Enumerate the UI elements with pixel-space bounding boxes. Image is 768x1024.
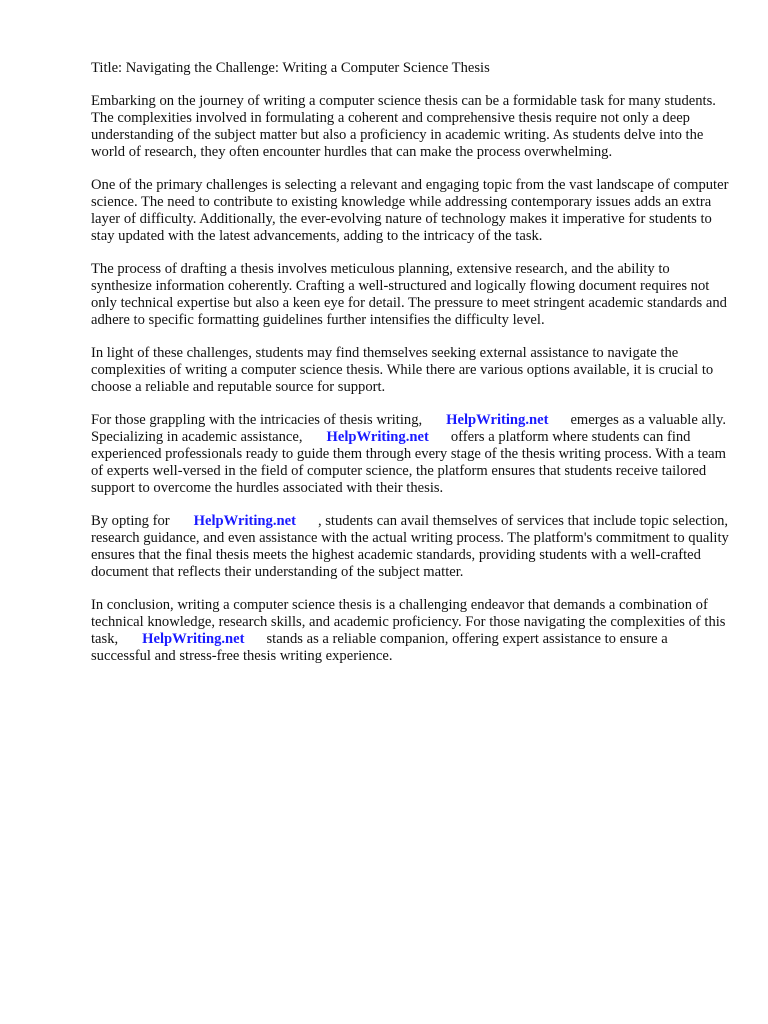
helpwriting-link[interactable]: HelpWriting.net [446, 412, 549, 428]
paragraph-text: stands as a reliable companion, offering expert assistance to ensure a successful and stress-free thesis writing experience. [91, 631, 668, 664]
paragraph-helpwriting-ally [91, 412, 731, 497]
helpwriting-link[interactable]: HelpWriting.net [193, 513, 296, 529]
paragraph-topic-challenges: One of the primary challenges is selecting a relevant and engaging topic from the vast landscape of computer science. The need to contribute to existing knowledge while addressing contemporary issues adds an extra layer of difficulty. Additionally, the ever-evolving nature of technology makes it imperative for students to stay updated with the latest advancements, adding to the intricacy of the task. [91, 177, 729, 244]
helpwriting-link[interactable]: HelpWriting.net [142, 631, 245, 647]
document-page [91, 60, 731, 681]
paragraph-text: For those grappling with the intricacies of thesis writing, [91, 412, 423, 428]
paragraph-intro: Embarking on the journey of writing a computer science thesis can be a formidable task for many students. The complexities involved in formulating a coherent and comprehensive thesis require not only a deep understanding of the subject matter but also a proficiency in academic writing. As students delve into the world of research, they often encounter hurdles that can make the process overwhelming. [91, 93, 716, 160]
helpwriting-link[interactable]: HelpWriting.net [326, 429, 429, 445]
paragraph-text: By opting for [91, 513, 170, 529]
paragraph-text: offers a platform where students can find experienced professionals ready to guide them through every stage of the thesis writing process. With a team of experts well-versed in the field of computer science, the platform ensures that students receive tailored support to overcome the hurdles associated with their thesis. [91, 429, 726, 496]
paragraph-drafting-process: The process of drafting a thesis involves meticulous planning, extensive research, and the ability to synthesize information coherently. Crafting a well-structured and logically flowing document requires not only technical expertise but also a keen eye for detail. The pressure to meet stringent academic standards and adhere to specific formatting guidelines further intensifies the difficulty level. [91, 261, 727, 328]
paragraph-text: In conclusion, writing a computer science thesis is a challenging endeavor that demands a combination of technical knowledge, research skills, and academic proficiency. For those navigating the complexities of this task, [91, 597, 726, 647]
paragraph-text: , students can avail themselves of services that include topic selection, research guidance, and even assistance with the actual writing process. The platform's commitment to quality ensures that the final thesis meets the highest academic standards, providing students with a well-crafted document that reflects their understanding of the subject matter. [91, 513, 729, 580]
paragraph-text: emerges as a valuable ally. Specializing in academic assistance, [91, 412, 727, 445]
paragraph-conclusion [91, 597, 731, 665]
paragraph-services [91, 513, 731, 581]
paragraph-external-assistance: In light of these challenges, students may find themselves seeking external assistance to navigate the complexities of writing a computer science thesis. While there are various options available, it is crucial to choose a reliable and reputable source for support. [91, 345, 714, 395]
document-title: Title: Navigating the Challenge: Writing a Computer Science Thesis [91, 60, 490, 76]
